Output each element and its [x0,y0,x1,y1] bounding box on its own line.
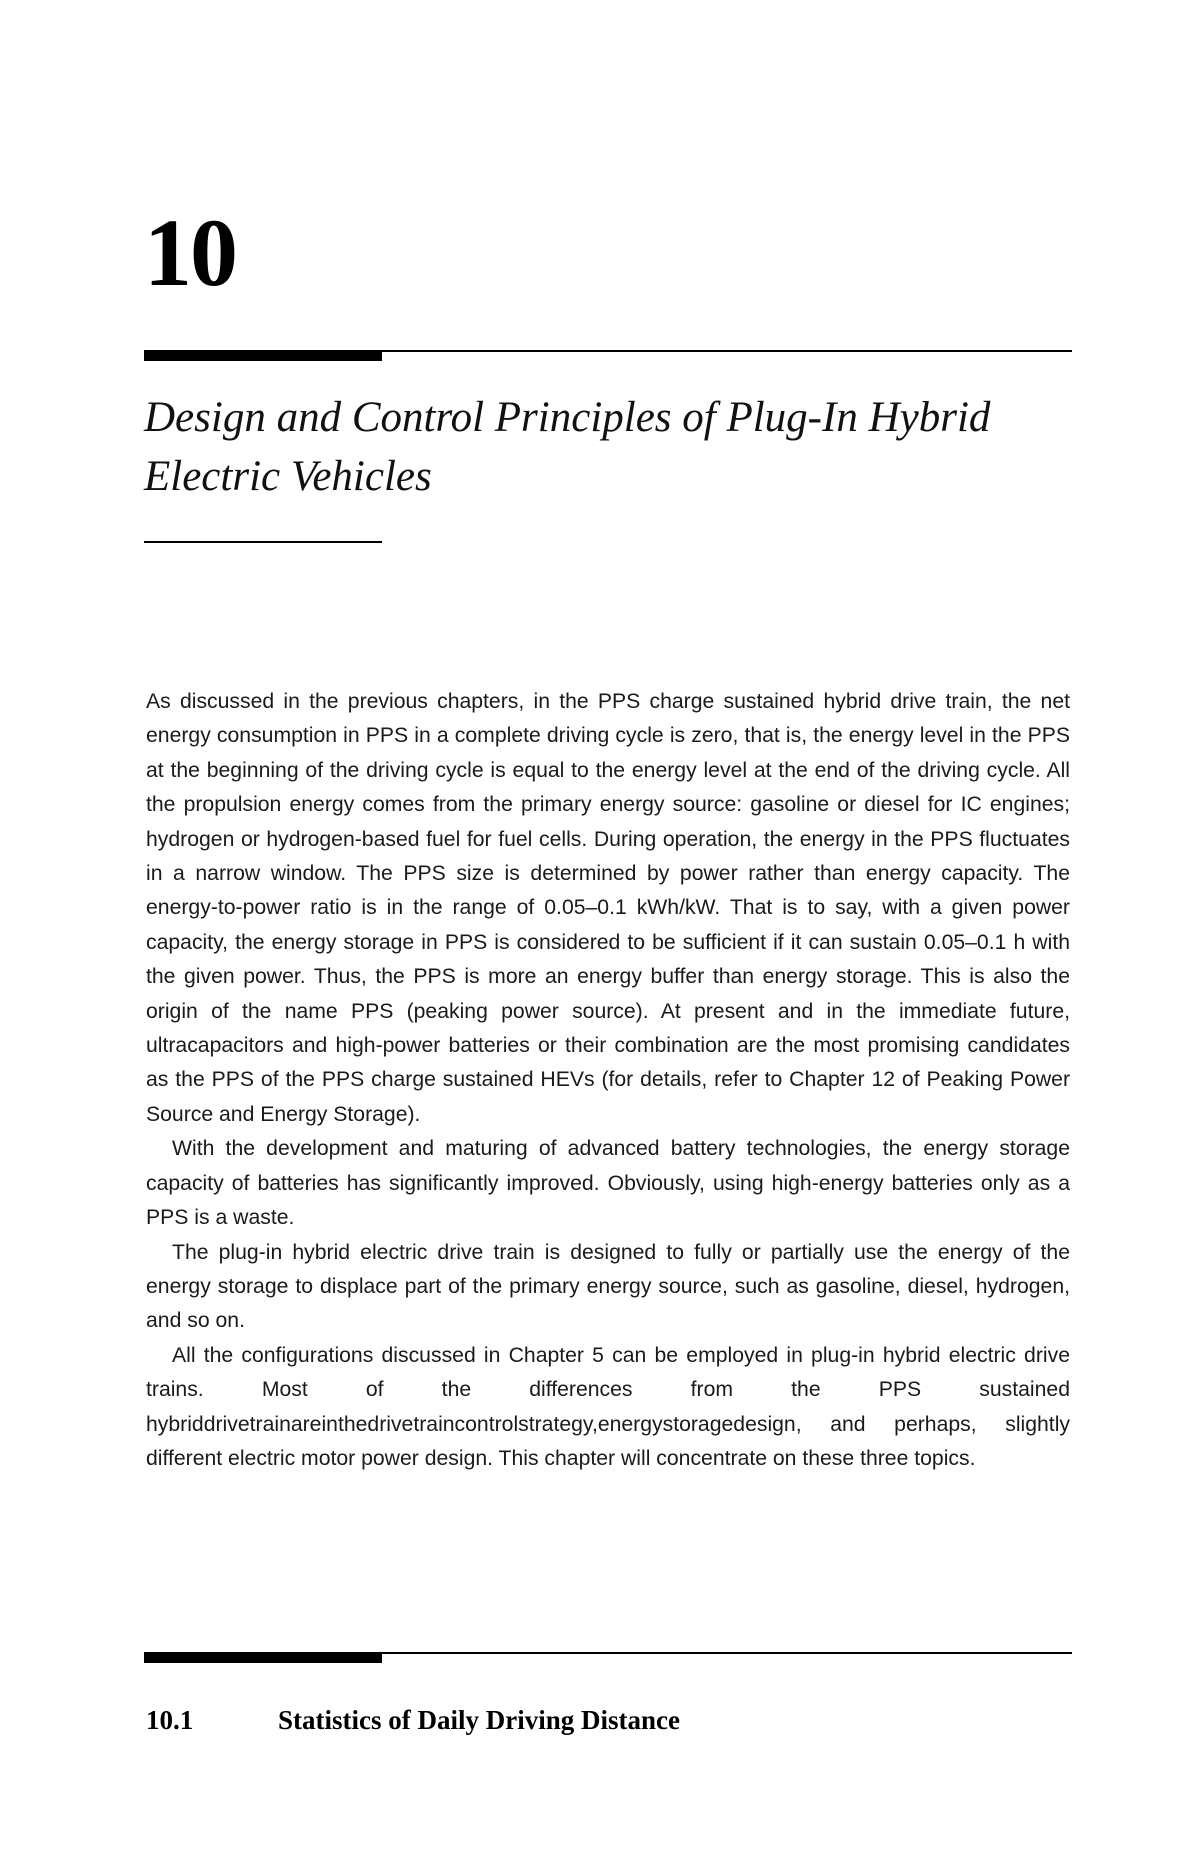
paragraph-1: As discussed in the previous chapters, in the PPS charge sustained hybrid drive train, the net energy consumption in PPS in a complete driving cycle is zero, that is, the energy level in the PPS at the beginning of the driving cycle is equal to the energy level at the end of the driving cycle. All the propulsion energy comes from the primary energy source: gasoline or diesel for IC engines; hydrogen or hydrogen-based fuel for fuel cells. During operation, the energy in the PPS fluctuates in a narrow window. The PPS size is determined by power rather than energy capacity. The energy-to-power ratio is in the range of 0.05–0.1 kWh/kW. That is to say, with a given power capacity, the energy storage in PPS is considered to be sufficient if it can sustain 0.05–0.1 h with the given power. Thus, the PPS is more an energy buffer than energy storage. This is also the origin of the name PPS (peaking power source). At present and in the immediate future, ultracapacitors and high-power batteries or their combination are the most promising candidates as the PPS of the PPS charge sustained HEVs (for details, refer to Chapter 12 of Peaking Power Source and Energy Storage). [146,690,1070,1126]
paragraph-4: All the configurations discussed in Chapter 5 can be employed in plug-in hybrid electric drive trains. Most of the differences from the PPS sustained hybriddrivetrainareinthedrivetraincontrolstrategy,energystoragedesign, and perhaps, slightly different electric motor power design. This chapter will concentrate on these three topics. [146,1343,1070,1470]
chapter-number: 10 [144,199,236,306]
section-title: Statistics of Daily Driving Distance [278,1705,680,1735]
section-heading [146,1704,680,1736]
paragraph-2: With the development and maturing of advanced battery technologies, the energy storage capacity of batteries has significantly improved. Obviously, using high-energy batteries only as a PPS is a waste. [146,1137,1070,1230]
section-number: 10.1 [146,1705,194,1735]
section-rule-thick [144,1652,382,1663]
chapter-title: Design and Control Principles of Plug-In Hybrid Electric Vehicles [144,394,991,500]
paragraph-3: The plug-in hybrid electric drive train is designed to fully or partially use the energy of the energy storage to displace part of the primary energy source, such as gasoline, diesel, hydrogen, and so on. [146,1240,1070,1333]
chapter-rule-thick [144,350,382,361]
body-text [146,685,1070,1476]
title-underline [144,541,382,543]
